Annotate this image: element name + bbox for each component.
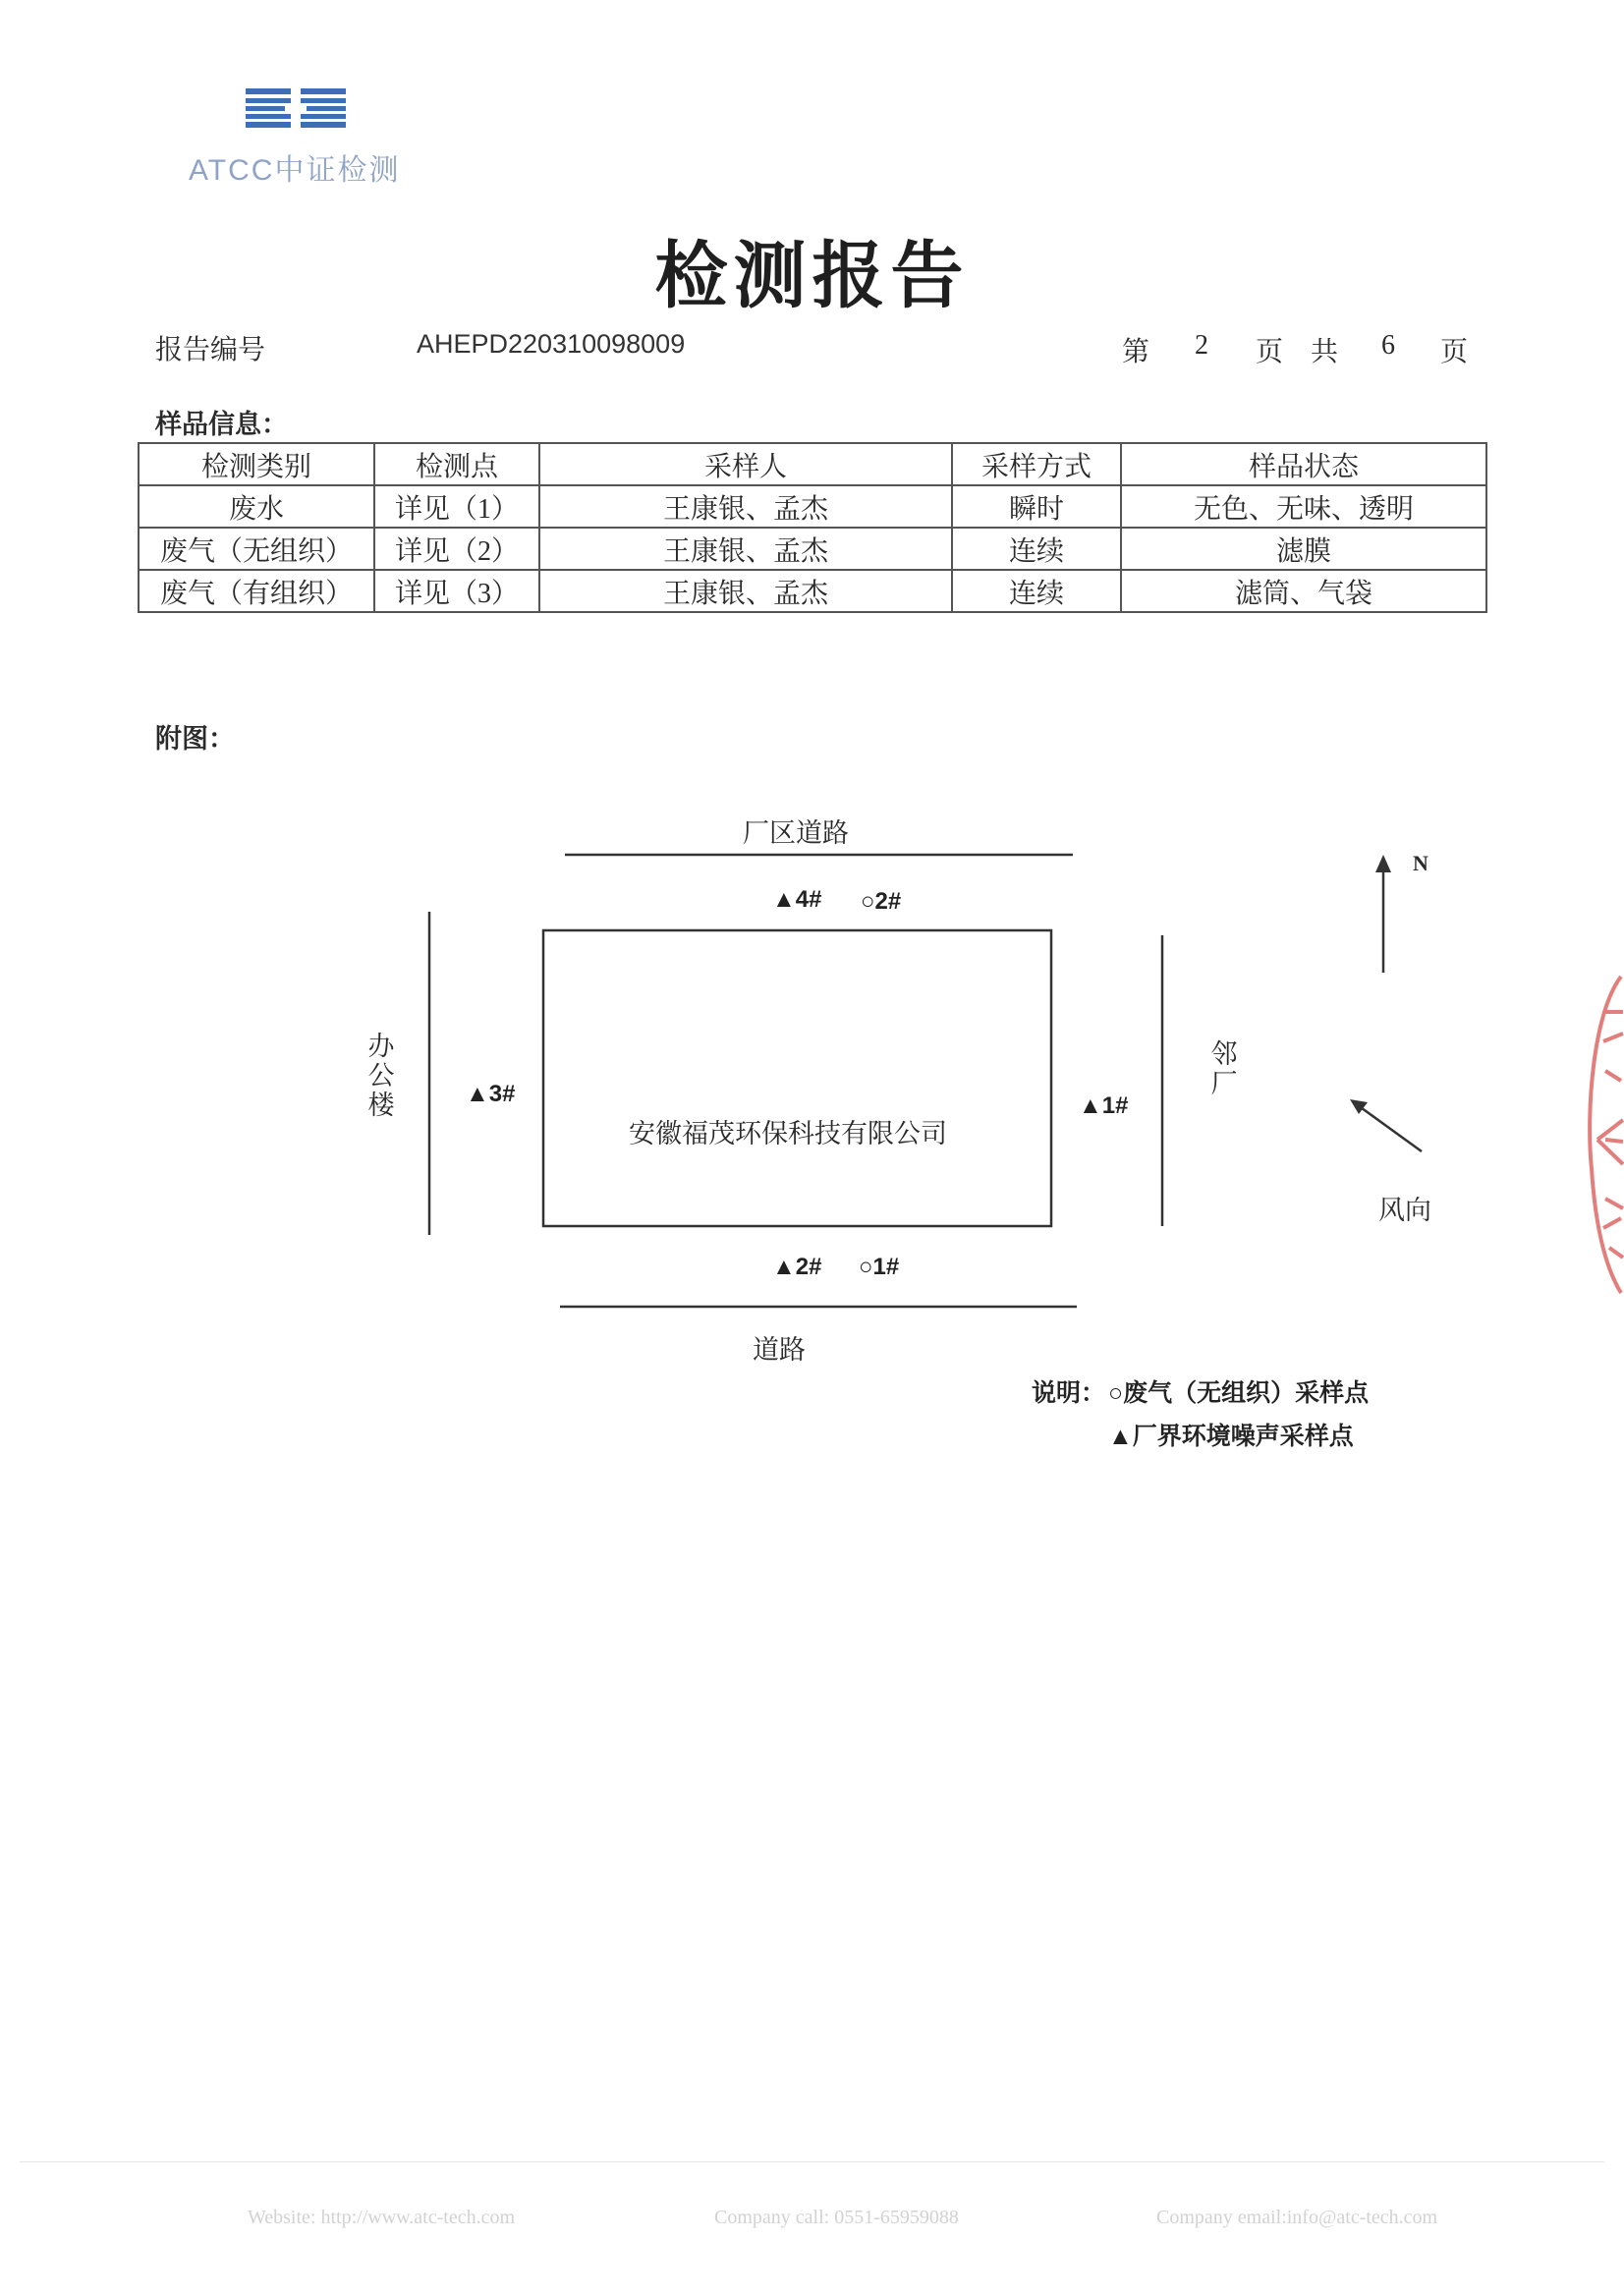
report-no-label: 报告编号 [155, 335, 266, 365]
top-road-label: 厂区道路 [743, 818, 849, 848]
table-cell: 废气（无组织） [139, 528, 374, 570]
report-no-value: AHEPD220310098009 [417, 329, 686, 359]
table-cell: 王康银、孟杰 [539, 485, 952, 528]
table-cell: 无色、无味、透明 [1121, 485, 1486, 528]
site-layout-diagram [0, 766, 1624, 1493]
page-total: 6 [1381, 330, 1395, 361]
logo-mark-icon [185, 84, 381, 143]
figure-heading: 附图： [155, 724, 235, 754]
company-logo [185, 84, 430, 193]
left-side-label: 办公楼 [367, 1032, 395, 1120]
page-gong: 共 [1311, 337, 1339, 367]
table-row [139, 485, 1486, 528]
noise-point-2: ▲2# [772, 1254, 822, 1280]
table-cell: 废气（有组织） [139, 570, 374, 612]
table-cell: 详见（1） [374, 485, 539, 528]
factory-rectangle [543, 930, 1051, 1226]
table-cell: 详见（3） [374, 570, 539, 612]
table-cell: 滤筒、气袋 [1121, 570, 1486, 612]
table-row [139, 528, 1486, 570]
table-row [139, 570, 1486, 612]
legend-item-noise: ▲厂界环境噪声采样点 [1108, 1424, 1354, 1450]
north-label: N [1413, 851, 1428, 875]
noise-point-3: ▲3# [466, 1081, 516, 1107]
noise-point-1: ▲1# [1079, 1092, 1129, 1119]
footer-divider [20, 2161, 1604, 2162]
footer-website: Website: http://www.atc-tech.com [248, 2207, 516, 2228]
page-ye-1: 页 [1256, 337, 1284, 367]
table-cell: 详见（2） [374, 528, 539, 570]
sample-info-table [138, 442, 1487, 613]
wind-label: 风向 [1378, 1196, 1431, 1225]
wind-direction-arrow-icon [1350, 1099, 1422, 1151]
table-cell: 瞬时 [952, 485, 1121, 528]
table-cell: 滤膜 [1121, 528, 1486, 570]
column-header: 样品状态 [1121, 443, 1486, 485]
column-header: 检测点 [374, 443, 539, 485]
footer-phone: Company call: 0551-65959088 [714, 2207, 959, 2228]
logo-text: ATCC中证检测 [189, 154, 401, 187]
right-side-label: 邻厂 [1210, 1039, 1238, 1098]
column-header: 检测类别 [139, 443, 374, 485]
company-name: 安徽福茂环保科技有限公司 [629, 1119, 947, 1148]
gas-point-2: ○2# [861, 888, 902, 915]
gas-point-1: ○1# [859, 1254, 900, 1280]
page-ye-2: 页 [1440, 337, 1469, 367]
page-di: 第 [1122, 337, 1150, 367]
legend-item-gas: ○废气（无组织）采样点 [1108, 1380, 1370, 1407]
table-cell: 连续 [952, 528, 1121, 570]
table-cell: 王康银、孟杰 [539, 570, 952, 612]
table-header-row [139, 443, 1486, 485]
north-arrow-icon [1375, 855, 1391, 973]
page-title: 检测报告 [654, 237, 970, 317]
page-current: 2 [1195, 330, 1208, 361]
legend-prefix: 说明： [1032, 1380, 1106, 1407]
seal-stamp-icon [1576, 973, 1624, 1297]
column-header: 采样人 [539, 443, 952, 485]
table-cell: 王康银、孟杰 [539, 528, 952, 570]
footer-email: Company email:info@atc-tech.com [1156, 2207, 1438, 2228]
noise-point-4: ▲4# [772, 886, 822, 913]
sample-info-heading: 样品信息： [155, 410, 288, 439]
table-cell: 连续 [952, 570, 1121, 612]
table-cell: 废水 [139, 485, 374, 528]
column-header: 采样方式 [952, 443, 1121, 485]
bottom-road-label: 道路 [753, 1335, 806, 1365]
